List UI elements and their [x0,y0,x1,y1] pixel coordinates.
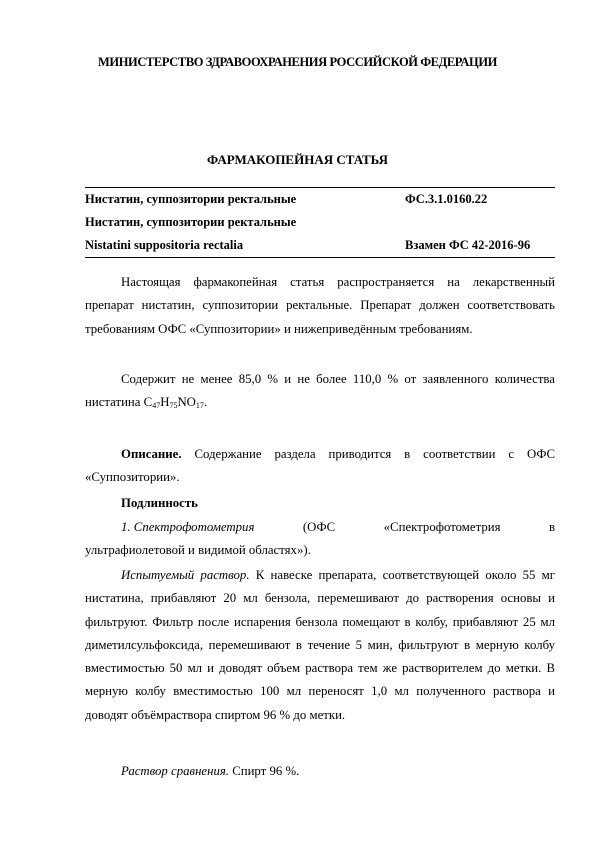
info-row-1 [85,187,555,211]
document-title: ФАРМАКОПЕЙНАЯ СТАТЬЯ [207,152,388,167]
replaces-monograph: Взамен ФС 42-2016-96 [405,238,531,252]
reference-solution-text: Спирт 96 %. [229,764,300,778]
info-row-2 [85,211,555,234]
description-label: Описание. [121,447,182,461]
monograph-info-table [85,187,555,258]
spectro-word-v: в [548,520,555,534]
reference-solution-label: Раствор сравнения. [121,764,229,778]
formula-sub-o: 17 [195,401,204,411]
reference-solution-paragraph [85,760,555,783]
test-solution-label: Испытуемый раствор. [121,568,250,582]
spectrophotometry-paragraph [85,516,555,563]
description-text: Содержание раздела приводится в соответствии с ОФС «Суппозитории». [85,447,555,485]
test-solution-paragraph [85,564,555,727]
info-row-3 [85,234,555,258]
spectro-word-name: «Спектрофотометрия [383,520,501,534]
spectrophotometry-line-1 [85,516,555,539]
product-name-ru: Нистатин, суппозитории ректальные [85,192,297,206]
formula-no: NO [177,395,196,410]
spectro-word-ofs: (ОФС [302,520,336,534]
product-name-ru-2: Нистатин, суппозитории ректальные [85,215,297,229]
spectrophotometry-title: 1. Спектрофотометрия [121,520,255,534]
formula-h: H [160,395,170,410]
formula-sub-c: 47 [152,401,161,411]
scope-paragraph: Настоящая фармакопейная статья распространяется на лекарственный препарат нистатин, суппозитории ректальные. Препарат должен соответствовать требованиям ОФС «Суппозитории» и нижеприведённым требованиям. [85,275,555,336]
content-text: Содержит не менее 85,0 % и не более 110,0 % от заявленного количества нистатина C [85,372,555,410]
ministry-heading: МИНИСТЕРСТВО ЗДРАВООХРАНЕНИЯ РОССИЙСКОЙ ФЕДЕРАЦИИ [98,55,497,69]
monograph-number: ФС.3.1.0160.22 [405,192,488,206]
test-solution-text: К навеске препарата, соответствующей около 55 мг нистатина, прибавляют 20 мл бензола, перемешивают до растворения основы и фильтруют. Фильтр после испарения бензола помещают в колбу, прибавляют 25 мл диметилсульфоксида, перемешивают в течение 5 мин, фильтруют в мерную колбу вместимостью 50 мл и доводят объем раствора тем же растворителем до метки. В мерную колбу вместимостью 100 мл переносят 1,0 мл полученного раствора и доводят объёмраствора спиртом 96 % до метки. [85,568,555,722]
description-paragraph [85,443,555,490]
formula-sub-h: 75 [169,401,178,411]
product-name-latin: Nistatini suppositoria rectalia [85,238,244,252]
identification-heading: Подлинность [121,496,198,510]
spectrophotometry-line-2: ультрафиолетовой и видимой областях»). [85,543,311,558]
formula-end: . [203,395,208,410]
content-paragraph [85,368,555,415]
